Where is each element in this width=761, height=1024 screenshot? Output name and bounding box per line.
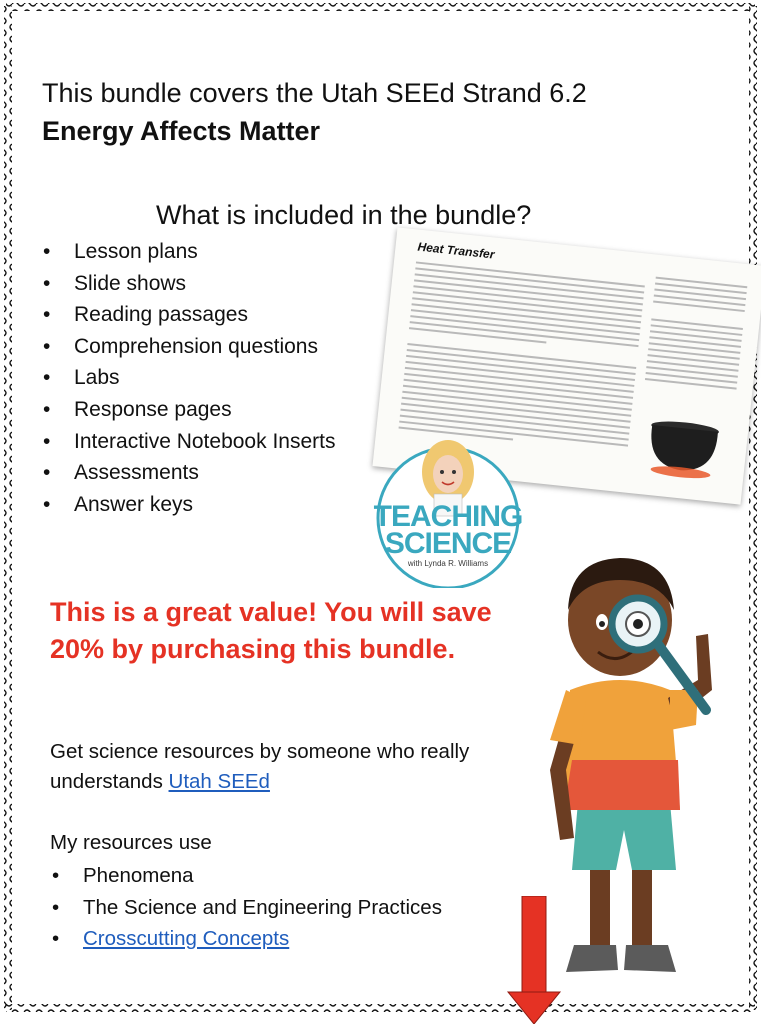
bundle-heading: This bundle covers the Utah SEEd Strand 6.2 [42, 78, 587, 108]
included-question: What is included in the bundle? [156, 200, 532, 230]
value-callout: This is a great value! You will save 20% by purchasing this bundle. [50, 597, 492, 664]
list-item: • The Science and Engineering Practices [50, 892, 442, 924]
cauldron-icon [635, 404, 732, 485]
logo-subtitle: with Lynda R. Williams [407, 559, 489, 568]
list-item: • Answer keys [41, 489, 335, 521]
list-item: • Assessments [41, 457, 335, 489]
list-item: • Comprehension questions [41, 331, 335, 363]
preview-title: Heat Transfer [416, 239, 496, 262]
resources-list [50, 860, 442, 955]
pitch-text [50, 737, 480, 797]
down-arrow-icon [506, 896, 562, 1024]
included-list [41, 236, 335, 520]
logo-teaching: TEACHING [373, 500, 523, 533]
teaching-science-logo [370, 432, 526, 588]
list-item: • Response pages [41, 394, 335, 426]
list-item: • Lesson plans [41, 236, 335, 268]
list-item: • Interactive Notebook Inserts [41, 426, 335, 458]
list-item [50, 923, 442, 955]
list-item: • Slide shows [41, 268, 335, 300]
crosscutting-concepts-link[interactable]: Crosscutting Concepts [83, 927, 290, 950]
resources-intro: My resources use [50, 831, 212, 854]
strand-title: Energy Affects Matter [42, 116, 321, 146]
list-item: • Reading passages [41, 299, 335, 331]
utah-seed-link[interactable]: Utah SEEd [168, 770, 270, 793]
list-item: • Phenomena [50, 860, 442, 892]
list-item: • Labs [41, 362, 335, 394]
logo-science: SCIENCE [384, 527, 512, 560]
pitch-body: Get science resources by someone who really understands [50, 740, 470, 793]
